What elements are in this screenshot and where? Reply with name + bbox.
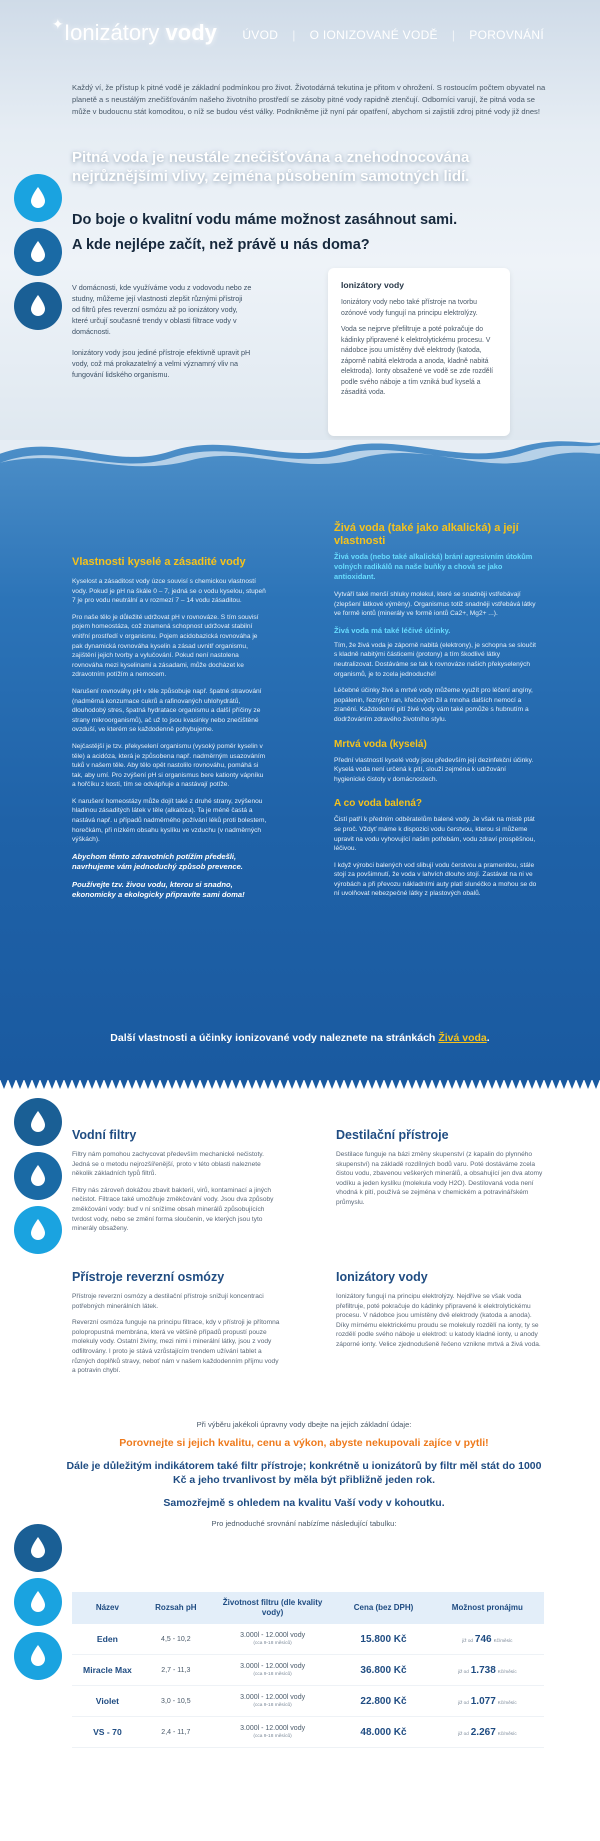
filter-life-note: (cca 9-18 měsíců) bbox=[253, 1641, 292, 1646]
question-line-1: Do boje o kvalitní vodu máme možnost zasáhnout sami. bbox=[72, 212, 458, 228]
rent bbox=[431, 1624, 544, 1655]
acid-p5: K narušení homeostázy může dojít také z druhé strany, zvýšenou hladinou zásaditých látek v těle (alkalóza). Ta je méně častá a nastává např. u případů nadměrného požívání léků proti bolestem, horečkám, při nízkém obsahu kyslíku ve vzduchu (v nadměrných výškách). bbox=[72, 797, 267, 844]
comparison-table bbox=[72, 1592, 544, 1748]
filter-life-note: (cca 9-18 měsíců) bbox=[253, 1672, 292, 1677]
rent-prefix: již od bbox=[458, 1730, 469, 1736]
ionizers-p1: Ionizátory fungují na principu elektrolýzy. Nejdříve se však voda přefiltruje, poté pokračuje do kádinky připravené k elektrolytickému procesu. V nádobce jsou umístěny dvě elektrody (katoda a anoda). Díky mírnému elektrickému proudu se molekuly rozdělí na ionty, ty se rozdělí podle svého náboje u elektrod: u katody kladné ionty, u anody záporné ionty. Velice zjednodušeně řečeno vznikne mrtvá a živá voda. bbox=[336, 1293, 541, 1348]
rent-suffix: Kč/měsíc bbox=[497, 1730, 517, 1736]
nav-link-uvod[interactable]: ÚVOD bbox=[242, 28, 279, 42]
zigzag-divider bbox=[0, 1079, 600, 1091]
ionizer-card-p2: Voda se nejprve přefiltruje a poté pokračuje do kádinky připravené k elektrolytickému procesu. V nádobce jsou umístěny dvě elektrody (katoda, záporně nabitá elektroda a anoda, kladně nabitá elektroda). Ionty obsažené ve vodě se zde rozdělí podle svého náboje a tím vzniká buď kyselá a zásaditá voda. bbox=[341, 326, 494, 396]
ionizers-title: Ionizátory vody bbox=[336, 1270, 428, 1284]
rent-amount: 1.738 bbox=[470, 1664, 496, 1676]
col-header-ph: Rozsah pH bbox=[143, 1592, 209, 1624]
bottled-water-p2: I když výrobci balených vod slibují vodu čerstvou a pramenitou, stále stojí za povšimnutí, že voda v lahvích dlouho stojí. Zastávat na ni ve výrobách a při převozu nákladními auty platí slunéčko a mohou se do ní uvolňovat nebezpečné látky z plastových obalů. bbox=[334, 861, 537, 898]
price: 36.800 Kč bbox=[336, 1655, 430, 1686]
acid-p1: Kyselost a zásaditost vody úzce souvisí s chemickou vlastností vody. Pokud je pH na škále 0 – 7, jedná se o vodu kyselou, stupeň 7 je pro vodu neutrální a v rozmezí 7 – 14 vodu zásaditou. bbox=[72, 578, 266, 605]
rent bbox=[431, 1717, 544, 1748]
water-drop-icon bbox=[14, 1152, 62, 1200]
rent-suffix: Kč/měsíc bbox=[497, 1668, 517, 1674]
water-drop-icon bbox=[14, 282, 62, 330]
price: 22.800 Kč bbox=[336, 1686, 430, 1717]
alkaline-subtitle: Živá voda má také léčivé účinky. bbox=[334, 625, 451, 635]
bottled-water-title: A co voda balená? bbox=[334, 798, 422, 810]
rent bbox=[431, 1686, 544, 1717]
filter-life bbox=[209, 1655, 336, 1686]
product-name[interactable]: Miracle Max bbox=[72, 1655, 143, 1686]
table-row bbox=[72, 1624, 544, 1655]
water-drop-icon bbox=[14, 1632, 62, 1680]
rent-suffix: Kč/měsíc bbox=[493, 1637, 513, 1643]
alkaline-p1: Vytváří také menší shluky molekul, které se snadněji vstřebávají (zlepšení látkové výměny). Organismus totiž snadněji vstřebává látky ve formě iontů (minerály ve formě iontů Ca2+, Mg2+ ...). bbox=[334, 591, 536, 618]
table-row bbox=[72, 1686, 544, 1717]
rent-prefix: již od bbox=[458, 1668, 469, 1674]
ph-range: 4,5 - 10,2 bbox=[143, 1624, 209, 1655]
sparkle-icon: ✦ bbox=[52, 16, 64, 32]
nav-separator: | bbox=[451, 28, 456, 42]
question-line-2: A kde nejlépe začít, než právě u nás doma? bbox=[72, 237, 370, 253]
bottled-water-p1: Čistí patří k předním odběratelům balené vody. Je však na místě ptát se proč. Vždyť máme k dispozici vodu čerstvou, kterou si můžeme upravit na vodu vyhovující našim potřebám, vodu zdraví prospěšnou, léčivou. bbox=[334, 816, 536, 853]
table-row bbox=[72, 1655, 544, 1686]
alkaline-title: Živá voda (také jako alkalická) a její vlastnosti bbox=[334, 522, 519, 547]
alkaline-lead: Živá voda (nebo také alkalická) brání agresivním útokům volných radikálů na naše buňky a chová se jako antioxidant. bbox=[334, 552, 533, 581]
table-header-row bbox=[72, 1592, 544, 1624]
water-filters-title: Vodní filtry bbox=[72, 1128, 137, 1142]
reverse-osmosis-p2: Reverzní osmóza funguje na principu filtrace, kdy v přístroji je přítomna polopropustná membrána, která ve většině případů propustí pouze molekuly vody. Ostatní živiny, mezi nimi i minerální látky, jsou z vody odfiltrovány. I proto je stává vzrůstajícím trendem užívání tablet a různých doplňků stravy, neboť nám v našem každodenním příjmu vody a potravin chybí. bbox=[72, 1319, 280, 1375]
reverse-osmosis-title: Přístroje reverzní osmózy bbox=[72, 1270, 225, 1284]
water-filters-p2: Filtry nás zároveň dokážou zbavit bakterií, virů, kontaminací a jiných nečistot. Filtrace také umožňuje změkčování vody. Jsou dva způsoby změkčování vody: buď v ní snížíme obsah minerálů způsobujících tvrdost vody, nebo se změní forma sloučenin, ve kterých jsou tyto minerály obsaženy. bbox=[72, 1186, 274, 1233]
filter-life-value: 3.000l - 12.000l vody bbox=[240, 1632, 306, 1639]
product-name[interactable]: VS - 70 bbox=[72, 1717, 143, 1748]
home-paragraph-2: Ionizátory vody jsou jediné přístroje efektivně upravit pH vody, což má prokazatelný a velmi významný vliv na fungování lidského organismu. bbox=[72, 348, 251, 379]
filter-life bbox=[209, 1624, 336, 1655]
filter-life-note: (cca 9-18 měsíců) bbox=[253, 1703, 292, 1708]
filter-life-value: 3.000l - 12.000l vody bbox=[240, 1663, 306, 1670]
reverse-osmosis-p1: Přístroje reverzní osmózy a destilační přístroje snižují koncentraci potřebných minerálních látek. bbox=[72, 1293, 264, 1310]
compare-line-4: Samozřejmě s ohledem na kvalitu Vaší vody v kohoutku. bbox=[163, 1497, 445, 1509]
price: 48.000 Kč bbox=[336, 1717, 430, 1748]
question-block bbox=[72, 208, 552, 258]
distillation-p1: Destilace funguje na bázi změny skupenství (z kapalin do plynného skupenství) na základě rozdílných bodů varu. Poté dostáváme zcela čistou vodu, zbavenou veškerých minerálů, a obsahující jen dva atomy vodíku a jeden kyslíku (molekula vody H2O). Destilovaná voda není vhodná k pití, používá se zejména v chemickém a potravinářském průmyslu. bbox=[336, 1151, 543, 1206]
col-header-rent: Možnost pronájmu bbox=[431, 1592, 544, 1624]
filter-life-value: 3.000l - 12.000l vody bbox=[240, 1694, 306, 1701]
acid-column bbox=[72, 556, 267, 908]
nav-link-o-ionizovane-vode[interactable]: O IONIZOVANÉ VODĚ bbox=[309, 28, 438, 42]
comparison-intro bbox=[62, 1420, 546, 1536]
acid-emphasis-1: Abychom těmto zdravotních potížím předešli, navrhujeme vám jednoduchý způsob prevence. bbox=[72, 851, 243, 871]
ph-range: 2,4 - 11,7 bbox=[143, 1717, 209, 1748]
acid-title: Vlastnosti kyselé a zásadité vody bbox=[72, 556, 246, 568]
product-name[interactable]: Eden bbox=[72, 1624, 143, 1655]
alkaline-p2: Tím, že živá voda je záporně nabitá (elektrony), je schopna se sloučit s kladně nabitými částicemi (protony) a tím škodlivé látky neutralizovat. Dostáváme se tak k rovnováze našich překyselených organismů, je to zcela jednoduché! bbox=[334, 641, 536, 678]
compare-line-5: Pro jednoduché srovnání nabízíme následující tabulku: bbox=[211, 1519, 397, 1528]
rent-prefix: již od bbox=[462, 1637, 473, 1643]
home-paragraph-1: V domácnosti, kde využíváme vodu z vodovodu nebo ze studny, můžeme její vlastnosti zlepšit různými přístroji od filtrů přes reverzní osmózu až po ionizátory vody, které určují současné trendy v oblasti filtrace vody v domácnosti. bbox=[72, 283, 252, 336]
col-header-filter-life: Životnost filtru (dle kvality vody) bbox=[209, 1592, 336, 1624]
hero-headline: Pitná voda je neustále znečišťována a znehodnocována nejrůznějšími vlivy, zejména působením samotných lidí. bbox=[72, 149, 470, 185]
rent-suffix: Kč/měsíc bbox=[497, 1699, 517, 1705]
compare-line-3: Dále je důležitým indikátorem také filtr přístroje; konkrétně u ionizátorů by filtr měl stát do 1000 Kč a jeho trvanlivost by měla být přibližně jeden rok. bbox=[66, 1460, 542, 1486]
filter-life bbox=[209, 1717, 336, 1748]
ph-range: 2,7 - 11,3 bbox=[143, 1655, 209, 1686]
ionizer-card-title: Ionizátory vody bbox=[341, 280, 405, 290]
table-row bbox=[72, 1717, 544, 1748]
ph-range: 3,0 - 10,5 bbox=[143, 1686, 209, 1717]
rent-prefix: již od bbox=[458, 1699, 469, 1705]
alkaline-column bbox=[334, 522, 538, 906]
filter-life-value: 3.000l - 12.000l vody bbox=[240, 1725, 306, 1732]
compare-line-1: Při výběru jakékoli úpravny vody dbejte na jejich základní údaje: bbox=[196, 1420, 412, 1429]
rent bbox=[431, 1655, 544, 1686]
col-header-price: Cena (bez DPH) bbox=[336, 1592, 430, 1624]
ionizer-card-p1: Ionizátory vody nebo také přístroje na tvorbu ozónové vody fungují na principu elektrolýzy. bbox=[341, 299, 478, 317]
nav-separator: | bbox=[292, 28, 296, 42]
water-drop-icon bbox=[14, 228, 62, 276]
water-drop-icon bbox=[14, 1524, 62, 1572]
intro-paragraph: Každý ví, že přístup k pitné vodě je základní podmínkou pro život. Životodárná tekutina je přitom v ohrožení. S rostoucím počtem obyvatel na planetě a s neustálým znečišťováním našeho životního prostředí se zásoby pitné vody rapidně ztenčují. Odborníci varují, že pitná voda se může v budoucnu stát komoditou, o níž se budou vést války. Podnikněme již nyní pár opatření, abychom si zajistili zdroj pitné vody již dnes! bbox=[72, 83, 546, 116]
more-info-text: Další vlastnosti a účinky ionizované vody naleznete na stránkách bbox=[110, 1032, 436, 1044]
rent-amount: 1.077 bbox=[470, 1695, 496, 1707]
home-text bbox=[72, 282, 252, 390]
top-nav bbox=[0, 0, 600, 70]
dead-water-p: Přední vlastností kyselé vody jsou především její dezinfekční účinky. Kyselá voda není určená k pití, slouží zejména k udržování hygienické čistoty v domácnostech. bbox=[334, 756, 534, 783]
rent-amount: 2.267 bbox=[470, 1726, 496, 1738]
acid-emphasis-2: Používejte tzv. živou vodu, kterou si snadno, ekonomicky a ekologicky připravíte sami doma! bbox=[72, 879, 245, 899]
site-logo[interactable] bbox=[52, 16, 217, 46]
filter-life-note: (cca 9-18 měsíců) bbox=[253, 1734, 292, 1739]
ionizer-info-card bbox=[328, 268, 510, 436]
acid-p3: Narušení rovnováhy pH v těle způsobuje např. špatné stravování (nadměrná konzumace cukrů a rafinovaných uhlohydrátů, dlouhodobý stres, špatná hydratace organismu a další příčiny ze strany mikroorganismů), ač už to jsou kvasinky nebo znečištěné ovzduší, ve kterém se každodenně pohybujeme. bbox=[72, 687, 262, 734]
water-filters-card bbox=[72, 1128, 282, 1241]
price: 15.800 Kč bbox=[336, 1624, 430, 1655]
product-name[interactable]: Violet bbox=[72, 1686, 143, 1717]
rent-amount: 746 bbox=[474, 1633, 492, 1645]
distillation-card bbox=[336, 1128, 546, 1215]
acid-p4: Nejčastější je tzv. překyselení organismu (vysoký poměr kyselin v těle) a acidóza, která je způsobena např. nadměrným usazováním tuků v našem těle. Aby tělo opět nastolilo rovnováhu, pomáhá si tak, aby umí. Pro zvýšení pH si organismus bere kationty vápníku a hořčíku z kostí, tím se odvápňuje a nastávají potíže. bbox=[72, 742, 266, 789]
nav-links bbox=[228, 28, 558, 42]
ionizers-card bbox=[336, 1270, 546, 1357]
acid-p2: Pro naše tělo je důležité udržovat pH v rovnováze. S tím souvisí pojem homeostáza, což znamená schopnost udržovat stabilní vnitřní prostředí v organismu. Pojem acidobazická rovnováha je pak dynamická rovnováha kyselin a zásad uvnitř organismu, zajištění jejich tvorby a vylučování. Pokud není nastolena rovnováha mezi kyselinami a zásadami, může docházet ke zdravotním potížím a nemocem. bbox=[72, 613, 259, 679]
nav-link-porovnani[interactable]: POROVNÁNÍ bbox=[469, 28, 544, 42]
compare-line-2: Porovnejte si jejich kvalitu, cenu a výkon, abyste nekupovali zajíce v pytli! bbox=[119, 1437, 489, 1449]
water-drop-icon bbox=[14, 1098, 62, 1146]
hero-section bbox=[0, 0, 600, 440]
col-header-name: Název bbox=[72, 1592, 143, 1624]
filter-life bbox=[209, 1686, 336, 1717]
zivavoda-link[interactable]: Živá voda bbox=[438, 1032, 487, 1044]
reverse-osmosis-card bbox=[72, 1270, 282, 1383]
water-drop-icon bbox=[14, 174, 62, 222]
logo-bold: vody bbox=[165, 20, 217, 45]
more-info-bar bbox=[0, 1018, 600, 1058]
water-drop-icon bbox=[14, 1206, 62, 1254]
logo-light: Ionizátory bbox=[64, 20, 160, 45]
wave-decoration bbox=[0, 440, 600, 510]
alkaline-p3: Léčebné účinky živé a mrtvé vody můžeme využít pro léčení angíny, popálenin, řezných ran, křečových žil a mnoha dalších nemocí a zranění. Každodenní pití živé vody vám také pomůže s hubnutím a dodržováním zdravého životního stylu. bbox=[334, 687, 533, 723]
more-info-end: . bbox=[486, 1032, 490, 1044]
water-drop-icon bbox=[14, 1578, 62, 1626]
dead-water-title: Mrtvá voda (kyselá) bbox=[334, 738, 427, 750]
distillation-title: Destilační přístroje bbox=[336, 1128, 449, 1142]
water-filters-p1: Filtry nám pomohou zachycovat především mechanické nečistoty. Jedná se o metodu nejrozšířenější, proto v této oblasti naleznete několik základních typů filtrů. bbox=[72, 1151, 264, 1178]
